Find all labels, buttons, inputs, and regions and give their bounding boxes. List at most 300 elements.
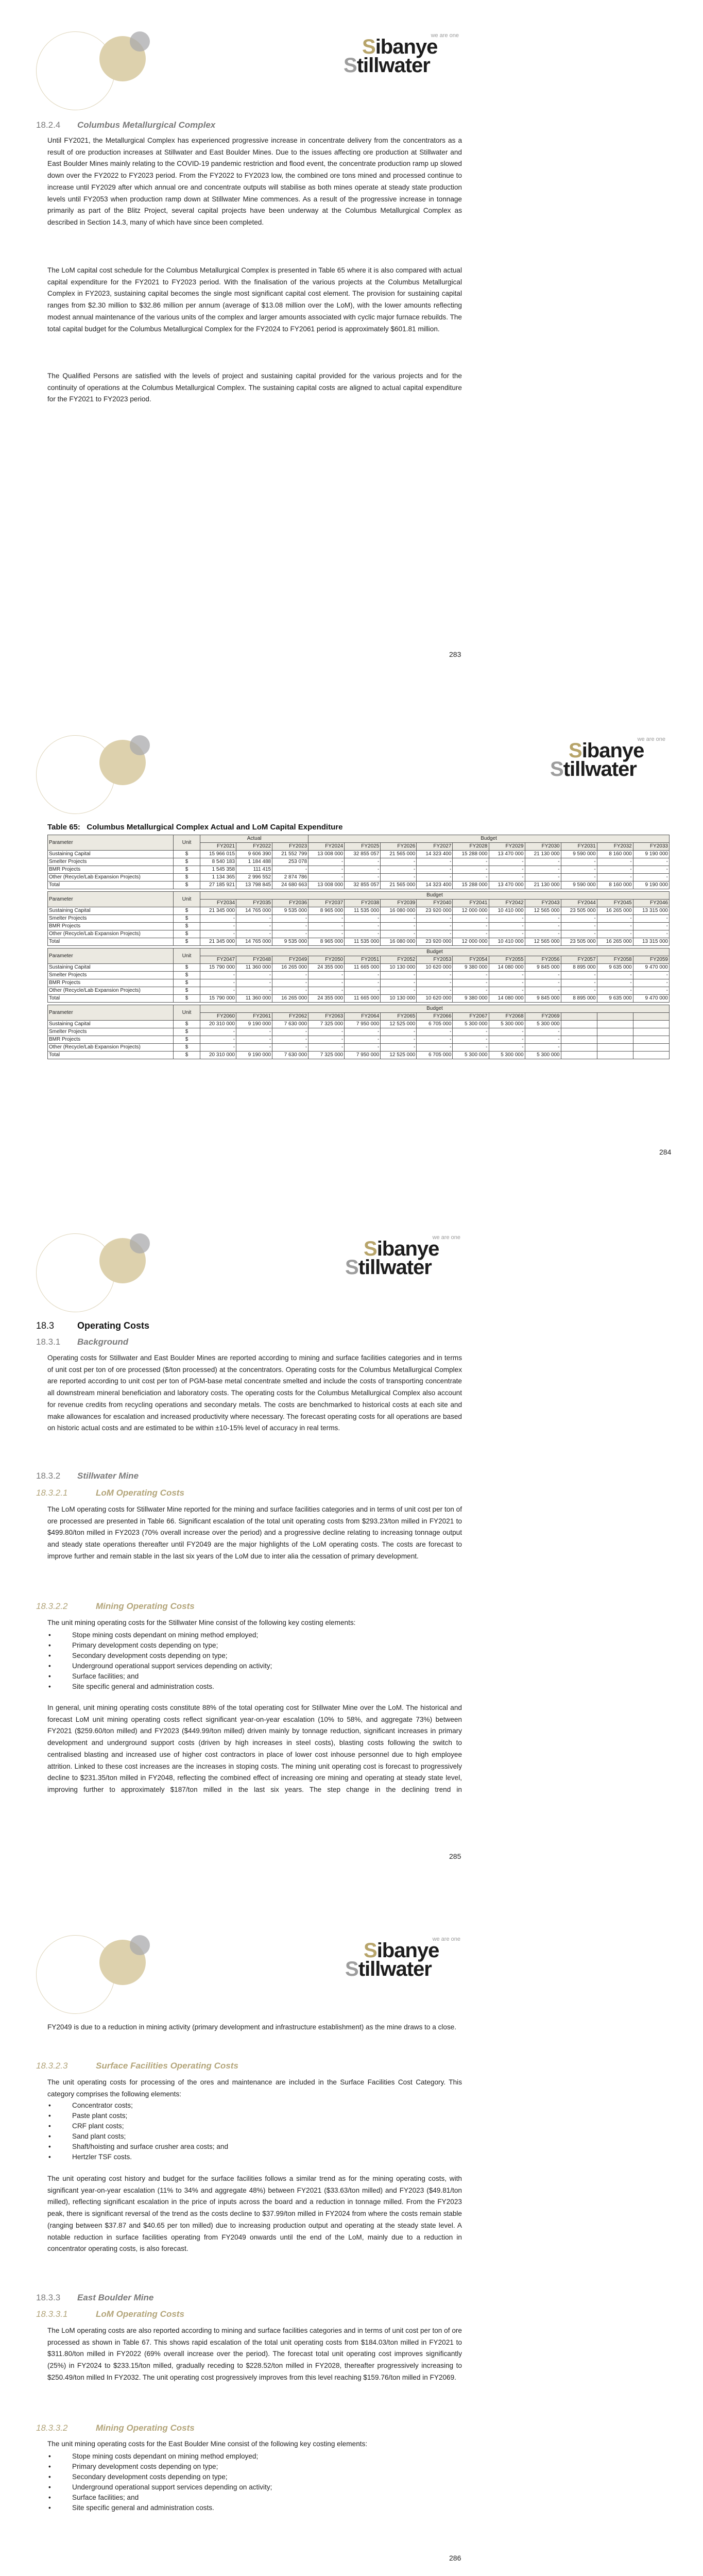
column-header-year [561, 1013, 597, 1021]
bullet-icon: • [48, 1652, 51, 1659]
table-cell: - [597, 930, 633, 938]
capital-expenditure-table [47, 835, 670, 1059]
table-cell: - [345, 979, 381, 987]
row-label: Total [48, 995, 174, 1003]
column-header-year: FY2028 [453, 843, 489, 851]
table-cell: 9 606 390 [236, 851, 272, 858]
table-cell: - [525, 1044, 561, 1052]
section-heading-18-3-1: 18.3.1 Background [36, 1337, 129, 1347]
table-cell: 10 620 000 [417, 995, 453, 1003]
table-row [48, 979, 670, 987]
table-cell: - [561, 987, 597, 995]
table-cell: 12 525 000 [381, 1021, 417, 1028]
table-cell: 7 630 000 [272, 1021, 308, 1028]
table-cell: 111 415 [236, 866, 272, 874]
table-cell: 6 705 000 [417, 1021, 453, 1028]
table-cell: 5 300 000 [489, 1052, 525, 1059]
list-item-text: Stope mining costs dependant on mining method employed; [72, 1631, 259, 1639]
bullet-icon: • [48, 1672, 51, 1680]
bullet-list [47, 2100, 462, 2162]
column-header-parameter: Parameter [48, 892, 174, 907]
column-header-year: FY2059 [633, 956, 669, 964]
table-cell: 21 345 000 [200, 907, 236, 915]
table-cell: 21 552 799 [272, 851, 308, 858]
column-header-year: FY2055 [489, 956, 525, 964]
table-cell: - [453, 930, 489, 938]
column-group-header: Budget [200, 1005, 670, 1013]
column-group-header: Budget [200, 892, 670, 900]
bullet-icon: • [48, 2102, 51, 2109]
table-cell [633, 1036, 669, 1044]
table-cell: - [272, 915, 308, 923]
table-cell: - [597, 915, 633, 923]
table-cell: - [597, 979, 633, 987]
table-group-header-row [48, 1005, 670, 1013]
table-cell: - [633, 858, 669, 866]
table-cell: 7 950 000 [345, 1021, 381, 1028]
table-cell [633, 1021, 669, 1028]
table-cell: 16 265 000 [272, 964, 308, 972]
table-cell: - [489, 1044, 525, 1052]
list-item-text: Shaft/hoisting and surface crusher area costs; and [72, 2143, 229, 2150]
column-header-year: FY2023 [272, 843, 308, 851]
table-cell: 13 008 000 [308, 882, 345, 889]
list-item-text: Underground operational support services depending on activity; [72, 1662, 272, 1670]
page-283 [0, 0, 703, 659]
table-cell: - [489, 1028, 525, 1036]
table-cell: - [453, 972, 489, 979]
table-cell: - [525, 930, 561, 938]
list-item-text: Surface facilities; and [72, 1672, 139, 1680]
table-cell: 15 966 015 [200, 851, 236, 858]
table-cell: 253 078 [272, 858, 308, 866]
row-label: Smelter Projects [48, 915, 174, 923]
table-cell: 8 895 000 [561, 964, 597, 972]
table-cell: - [417, 923, 453, 930]
paragraph: Until FY2021, the Metallurgical Complex has experienced progressive increase in concentrate delivery from the concentrators as a result of ore production increases at Stillwater and East Boulder Mines. Due to the issues affecting ore production at Stillwater and East Boulder Mines mainly relating to the COVID-19 pandemic restriction and flood event, the concentrate production ramp up slowed down over the FY2022 to FY2023 period. From the FY2022 to FY2023 low, the combined ore tons mined and processed continue to increase until FY2029 after which annual ore and concentrate outputs will stabilise as both mines operate at steady state production levels until FY2053 when production ramp down at Stillwater Mine commences. As a result of the progressive increase in tonnage primarily as part of the Blitz Project, several capital projects have been underway at the Columbus Metallurgical Complex as described in Section 14.3, many of which have since been completed. [47, 137, 462, 226]
table-cell: 5 300 000 [525, 1052, 561, 1059]
column-header-year: FY2035 [236, 900, 272, 907]
paragraph: The unit operating cost history and budget for the surface facilities follows a similar trend as for the mining operating costs, with significant year-on-year escalation (11% to 34% and aggregate 48%) between FY2021 ($33.63/ton milled) and FY2023 ($49.81/ton milled), reflecting significant escalation in the price of inputs across the board and a reduction in tonnage milled. From the FY2023 peak, there is significant reversal of the trend as the costs decline to $37.99/ton milled in FY2024 from where the costs remain stable (ranging between $37.87 and $40.65 per ton milled) due to increasing production output and operating at the steady state level. A notable reduction in surface facilities operating from FY2049 onwards until the end of the LoM, mainly due to a reduction in concentrator operating costs, is also forecast. [47, 2175, 462, 2253]
column-header-year: FY2039 [381, 900, 417, 907]
table-cell: 9 380 000 [453, 995, 489, 1003]
table-cell: - [633, 874, 669, 882]
row-label: BMR Projects [48, 866, 174, 874]
table-cell: 5 300 000 [453, 1021, 489, 1028]
table-row [48, 938, 670, 946]
table-row [48, 1028, 670, 1036]
table-cell: 10 130 000 [381, 964, 417, 972]
table-cell: - [200, 979, 236, 987]
table-cell: 23 505 000 [561, 938, 597, 946]
table-cell: - [345, 1044, 381, 1052]
bullet-icon: • [48, 1641, 51, 1649]
table-cell: - [272, 866, 308, 874]
table-cell: - [308, 987, 345, 995]
table-cell: - [272, 987, 308, 995]
table-row [48, 874, 670, 882]
table-row [48, 1036, 670, 1044]
table-cell: 21 345 000 [200, 938, 236, 946]
column-header-year: FY2047 [200, 956, 236, 964]
column-header-year: FY2054 [453, 956, 489, 964]
column-header-year: FY2022 [236, 843, 272, 851]
section-heading-18-3-3: 18.3.3 East Boulder Mine [36, 2293, 154, 2302]
table-cell: 23 920 000 [417, 938, 453, 946]
row-unit: $ [174, 972, 200, 979]
table-cell: - [200, 923, 236, 930]
column-header-year: FY2032 [597, 843, 633, 851]
table-cell: - [597, 972, 633, 979]
table-cell: 11 535 000 [345, 907, 381, 915]
table-cell: 16 265 000 [597, 907, 633, 915]
table-cell: 12 525 000 [381, 1052, 417, 1059]
column-header-year: FY2048 [236, 956, 272, 964]
table-cell: - [453, 866, 489, 874]
list-item [47, 2152, 462, 2162]
table-cell: 1 184 488 [236, 858, 272, 866]
table-cell: - [561, 972, 597, 979]
table-cell: - [236, 1044, 272, 1052]
table-cell: - [453, 923, 489, 930]
table-cell: 6 705 000 [417, 1052, 453, 1059]
section-heading-18-3-2-3: 18.3.2.3 Surface Facilities Operating Costs [36, 2061, 238, 2071]
page-285 [0, 1202, 703, 1861]
list-item-text: Primary development costs depending on type; [72, 1641, 218, 1649]
section-heading-18-3-2-2: 18.3.2.2 Mining Operating Costs [36, 1601, 195, 1611]
table-cell: 13 315 000 [633, 907, 669, 915]
row-unit: $ [174, 907, 200, 915]
row-unit: $ [174, 1052, 200, 1059]
bullet-icon: • [48, 2153, 51, 2161]
bullet-icon: • [48, 2494, 51, 2501]
row-label: Other (Recycle/Lab Expansion Projects) [48, 987, 174, 995]
list-item [47, 2503, 462, 2513]
table-row [48, 851, 670, 858]
table-cell: 14 323 400 [417, 882, 453, 889]
table-cell: 9 190 000 [236, 1052, 272, 1059]
column-group-header: Actual [200, 835, 308, 843]
paragraph: Operating costs for Stillwater and East Boulder Mines are reported according to mining and surface facilities categories and in terms of unit cost per ton of ore processed ($/ton processed) at the concentrators. Operating costs for the Columbus Metallurgical Complex are reported according to unit cost per ton of PGM-base metal concentrate smelted and include the costs of transporting concentrate all downstream mineral beneficiation and laboratory costs. The operating costs for the Columbus Metallurgical Complex also account for revenue credits from recycling operations and secondary metals. The costs are benchmarked to historical costs at each site and make allowances for escalation and increased productivity where necessary. The forecast operating costs for all operations are based on historic actual costs and are estimated to be within ±10-15% level of accuracy in real terms. [47, 1354, 462, 1432]
column-header-parameter: Parameter [48, 835, 174, 851]
table-cell: 9 190 000 [633, 851, 669, 858]
column-header-year: FY2064 [345, 1013, 381, 1021]
table-row [48, 930, 670, 938]
row-unit: $ [174, 882, 200, 889]
table-cell: 10 620 000 [417, 964, 453, 972]
table-cell: 10 410 000 [489, 907, 525, 915]
column-header-year: FY2042 [489, 900, 525, 907]
column-header-year: FY2036 [272, 900, 308, 907]
table-cell: 10 130 000 [381, 995, 417, 1003]
list-item-text: Secondary development costs depending on type; [72, 1652, 228, 1659]
column-header-year: FY2038 [345, 900, 381, 907]
table-cell: 5 300 000 [453, 1052, 489, 1059]
table-cell: 8 965 000 [308, 938, 345, 946]
row-unit: $ [174, 858, 200, 866]
table-group-header-row [48, 892, 670, 900]
table-cell: 9 590 000 [561, 851, 597, 858]
table-cell: 16 080 000 [381, 907, 417, 915]
table-cell: - [453, 874, 489, 882]
table-cell: - [453, 1036, 489, 1044]
list-item-text: Site specific general and administration costs. [72, 1683, 214, 1690]
table-cell: - [489, 858, 525, 866]
table-cell: - [308, 1036, 345, 1044]
section-heading-18-3-3-1: 18.3.3.1 LoM Operating Costs [36, 2309, 184, 2319]
row-label: Sustaining Capital [48, 964, 174, 972]
table-cell: - [272, 979, 308, 987]
table-cell: - [561, 866, 597, 874]
table-cell: - [308, 972, 345, 979]
table-cell: 9 190 000 [633, 882, 669, 889]
paragraph: The LoM capital cost schedule for the Columbus Metallurgical Complex is presented in Table 65 where it is also compared with actual capital expenditure for the FY2021 to FY2023 period. With the finalisation of the various projects at the Columbus Metallurgical Complex in FY2023, sustaining capital becomes the single most significant capital cost element. The provision for sustaining capital ranges from $2.30 million to $32.86 million per annum (average of $13.08 million over the LoM), with the lower amounts reflecting modest annual maintenance of the various units of the complex and larger amounts associated with cyclic major furnace rebuilds. The total capital budget for the Columbus Metallurgical Complex for the FY2024 to FY2061 period is approximately $601.81 million. [47, 266, 462, 333]
table-cell: - [381, 979, 417, 987]
page-number: 285 [449, 1852, 461, 1860]
table-cell [561, 1028, 597, 1036]
row-label: Smelter Projects [48, 858, 174, 866]
column-header-year: FY2060 [200, 1013, 236, 1021]
row-label: BMR Projects [48, 923, 174, 930]
table-cell: - [200, 972, 236, 979]
list-item [47, 2462, 462, 2472]
table-cell: 8 895 000 [561, 995, 597, 1003]
table-cell: - [597, 866, 633, 874]
list-item [47, 2111, 462, 2121]
table-cell: 14 765 000 [236, 907, 272, 915]
row-label: Sustaining Capital [48, 907, 174, 915]
paragraph: The unit mining operating costs for the Stillwater Mine consist of the following key costing elements: [47, 1619, 356, 1626]
bullet-icon: • [48, 2483, 51, 2491]
column-header-year: FY2030 [525, 843, 561, 851]
table-cell: - [381, 930, 417, 938]
column-header-year: FY2067 [453, 1013, 489, 1021]
table-cell [561, 1036, 597, 1044]
table-cell: - [272, 923, 308, 930]
list-item-text: Site specific general and administration costs. [72, 2504, 214, 2512]
column-header-year [633, 1013, 669, 1021]
table-cell: 9 190 000 [236, 1021, 272, 1028]
table-row [48, 972, 670, 979]
table-row [48, 923, 670, 930]
table-cell: - [381, 987, 417, 995]
table-cell: 23 920 000 [417, 907, 453, 915]
table-cell: - [272, 972, 308, 979]
table-cell [561, 1021, 597, 1028]
bullet-icon: • [48, 2473, 51, 2481]
table-cell: 13 470 000 [489, 882, 525, 889]
column-header-year: FY2057 [561, 956, 597, 964]
row-label: Sustaining Capital [48, 1021, 174, 1028]
paragraph: The LoM operating costs are also reported according to mining and surface facilities categories and in terms of unit cost per ton of ore processed as shown in Table 67. This shows rapid escalation of the total unit operating costs from $184.03/ton milled in FY2021 to $311.80/ton milled in FY2022 (69% overall increase over the period). The forecast total unit operating cost improves significantly (25%) in FY2024 to $233.15/ton milled, gradually receding to $228.52/ton milled in FY2028, thereafter progressively increasing to $250.49/ton milled In FY2032. The unit operating cost progressively improves from this level reaching $159.76/ton milled in FY2069. [47, 2327, 462, 2381]
table-cell: - [200, 930, 236, 938]
table-cell: - [489, 915, 525, 923]
row-unit: $ [174, 1021, 200, 1028]
paragraph: The unit operating costs for processing of the ores and maintenance are included in the Surface Facilities Cost Category. This category comprises the following elements: [47, 2078, 462, 2098]
column-header-year: FY2049 [272, 956, 308, 964]
table-cell: 7 630 000 [272, 1052, 308, 1059]
list-item [47, 1661, 462, 1671]
table-row [48, 987, 670, 995]
table-cell: - [345, 930, 381, 938]
table-cell: - [345, 972, 381, 979]
table-cell: - [272, 930, 308, 938]
column-header-year: FY2052 [381, 956, 417, 964]
column-header-unit: Unit [174, 835, 200, 851]
table-cell: - [236, 915, 272, 923]
list-item [47, 2131, 462, 2142]
table-cell: - [272, 1036, 308, 1044]
table-cell: - [417, 1028, 453, 1036]
table-cell: 20 310 000 [200, 1052, 236, 1059]
column-header-year: FY2069 [525, 1013, 561, 1021]
list-item-text: Underground operational support services depending on activity; [72, 2483, 272, 2491]
column-header-year: FY2026 [381, 843, 417, 851]
paragraph: In general, unit mining operating costs constitute 88% of the total operating cost for Stillwater Mine over the LoM. The historical and forecast LoM unit mining operating costs reflect significant year-on-year escalation (10% to 58%, and aggregate 73%) between FY2021 ($259.60/ton milled) and FY2023 ($449.99/ton milled) driven mainly by tonnage reduction, significant increases in primary development and underground support costs (driven by high increases in steel costs), blasting costs following the switch to centralised blasting and increased use of higher cost contractors in place of lower cost inhouse personnel due to high employee attrition. Linked to these cost increases are the increases in stoping costs. The mining unit operating cost is forecast to progressively decline to $231.35/ton milled in FY2048, reflecting the combined effect of increasing ore mining and operating at steady state level, improving further to approximately $187/ton milled in the last six years. The step change in the declining trend in [47, 1704, 462, 1793]
column-header-year [597, 1013, 633, 1021]
table-row [48, 858, 670, 866]
row-unit: $ [174, 915, 200, 923]
table-cell: - [345, 1036, 381, 1044]
table-cell: - [489, 979, 525, 987]
list-item [47, 2493, 462, 2503]
paragraph: The Qualified Persons are satisfied with the levels of project and sustaining capital provided for the various projects and for the continuity of operations at the Columbus Metallurgical Complex. The sustaining capital costs are aligned to actual capital expenditure for the FY2021 to FY2023 period. [47, 372, 462, 403]
section-heading-18-3-3-2: 18.3.3.2 Mining Operating Costs [36, 2423, 195, 2433]
table-cell: - [308, 1044, 345, 1052]
sibanye-stillwater-logo: we are one Sibanye Stillwater [344, 32, 459, 77]
column-header-year: FY2034 [200, 900, 236, 907]
table-cell: 9 635 000 [597, 964, 633, 972]
table-cell: - [200, 1044, 236, 1052]
table-cell: - [200, 915, 236, 923]
table-cell: - [597, 858, 633, 866]
table-cell: 8 160 000 [597, 851, 633, 858]
table-cell: 9 535 000 [272, 938, 308, 946]
row-label: Total [48, 1052, 174, 1059]
table-cell: - [633, 987, 669, 995]
list-item [47, 2482, 462, 2493]
table-cell: - [453, 858, 489, 866]
column-header-year: FY2044 [561, 900, 597, 907]
list-item [47, 2100, 462, 2111]
table-cell: - [417, 987, 453, 995]
column-header-year: FY2033 [633, 843, 669, 851]
column-header-year: FY2051 [345, 956, 381, 964]
table-cell: 8 540 183 [200, 858, 236, 866]
list-item [47, 2472, 462, 2482]
column-group-header: Budget [200, 948, 670, 956]
column-header-year: FY2021 [200, 843, 236, 851]
row-unit: $ [174, 964, 200, 972]
table-cell: 13 008 000 [308, 851, 345, 858]
table-cell: 16 080 000 [381, 938, 417, 946]
row-label: Other (Recycle/Lab Expansion Projects) [48, 1044, 174, 1052]
table-cell: 11 535 000 [345, 938, 381, 946]
table-cell: 1 545 358 [200, 866, 236, 874]
table-row [48, 882, 670, 889]
table-cell [597, 1044, 633, 1052]
row-unit: $ [174, 1028, 200, 1036]
table-cell: - [272, 1044, 308, 1052]
bullet-list [47, 1630, 462, 1692]
table-cell: 23 505 000 [561, 907, 597, 915]
page-number: 284 [659, 1148, 672, 1156]
table-cell: 21 565 000 [381, 851, 417, 858]
table-cell: 7 325 000 [308, 1052, 345, 1059]
table-cell: 9 470 000 [633, 995, 669, 1003]
table-cell: 14 080 000 [489, 964, 525, 972]
table-title: Table 65: Columbus Metallurgical Complex Actual and LoM Capital Expenditure [47, 823, 343, 832]
bullet-icon: • [48, 2112, 51, 2120]
table-cell: - [489, 987, 525, 995]
column-header-year: FY2065 [381, 1013, 417, 1021]
list-item [47, 1630, 462, 1640]
column-header-year: FY2061 [236, 1013, 272, 1021]
table-cell: - [525, 874, 561, 882]
table-cell [561, 1044, 597, 1052]
bullet-icon: • [48, 1631, 51, 1639]
table-cell: - [381, 1036, 417, 1044]
table-cell: 9 535 000 [272, 907, 308, 915]
row-label: Total [48, 882, 174, 889]
table-cell: 13 470 000 [489, 851, 525, 858]
table-cell: 12 565 000 [525, 938, 561, 946]
table-cell: - [561, 874, 597, 882]
table-cell: - [200, 1036, 236, 1044]
table-cell: 9 590 000 [561, 882, 597, 889]
list-item-text: Surface facilities; and [72, 2494, 139, 2501]
table-cell: 14 323 400 [417, 851, 453, 858]
table-cell: - [417, 1044, 453, 1052]
table-cell: 14 080 000 [489, 995, 525, 1003]
table-cell: 15 288 000 [453, 851, 489, 858]
table-cell: - [236, 987, 272, 995]
section-heading-18-3-2: 18.3.2 Stillwater Mine [36, 1471, 139, 1481]
table-cell: 7 325 000 [308, 1021, 345, 1028]
table-cell: - [525, 972, 561, 979]
table-row [48, 915, 670, 923]
table-cell: - [561, 923, 597, 930]
table-cell: - [525, 915, 561, 923]
row-label: Smelter Projects [48, 972, 174, 979]
table-cell: 7 950 000 [345, 1052, 381, 1059]
column-header-year: FY2025 [345, 843, 381, 851]
row-unit: $ [174, 995, 200, 1003]
table-cell: - [381, 874, 417, 882]
table-group-header-row [48, 835, 670, 843]
table-cell: 2 996 552 [236, 874, 272, 882]
table-cell [561, 1052, 597, 1059]
table-row [48, 907, 670, 915]
column-header-unit: Unit [174, 1005, 200, 1021]
table-cell: 21 565 000 [381, 882, 417, 889]
column-header-year: FY2040 [417, 900, 453, 907]
table-cell: - [417, 1036, 453, 1044]
column-header-year: FY2062 [272, 1013, 308, 1021]
table-cell: 24 680 663 [272, 882, 308, 889]
table-cell: - [561, 979, 597, 987]
list-item-text: Hertzler TSF costs. [72, 2153, 132, 2161]
table-cell: - [345, 923, 381, 930]
table-cell: - [308, 1028, 345, 1036]
row-unit: $ [174, 930, 200, 938]
table-cell: - [561, 915, 597, 923]
list-item [47, 1671, 462, 1682]
bullet-icon: • [48, 2504, 51, 2512]
table-cell: - [633, 979, 669, 987]
table-cell: - [525, 987, 561, 995]
table-cell: 5 300 000 [489, 1021, 525, 1028]
